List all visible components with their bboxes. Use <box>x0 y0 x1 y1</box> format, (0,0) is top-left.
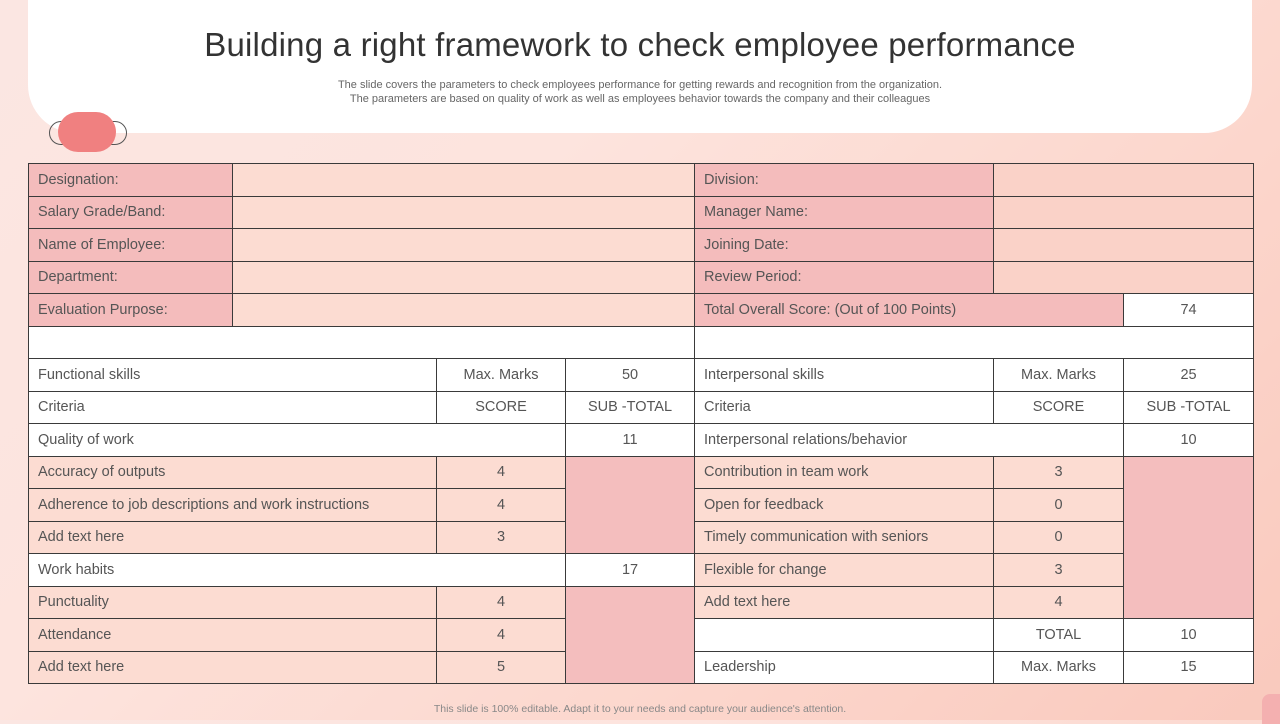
table-row <box>29 424 1254 457</box>
leadership-max-marks-label: Max. Marks <box>994 651 1124 684</box>
quality-subtotal-block <box>566 456 695 554</box>
evaluation-table <box>28 163 1254 684</box>
leadership-label: Leadership <box>695 651 994 684</box>
table-row <box>29 359 1254 392</box>
total-spacer-cell <box>695 619 994 652</box>
criteria-score: 4 <box>437 586 566 619</box>
interpersonal-skills-title: Interpersonal skills <box>695 359 994 392</box>
work-habits-label: Work habits <box>29 554 566 587</box>
criteria-score: 3 <box>994 554 1124 587</box>
interpersonal-total-value: 10 <box>1124 619 1254 652</box>
habits-subtotal-block <box>566 586 695 684</box>
table-row <box>29 229 1254 262</box>
criteria-label: Add text here <box>29 651 437 684</box>
criteria-score: 3 <box>437 521 566 554</box>
employee-name-value[interactable] <box>233 229 695 262</box>
designation-label: Designation: <box>29 164 233 197</box>
quality-of-work-subtotal: 11 <box>566 424 695 457</box>
joining-date-label: Joining Date: <box>695 229 994 262</box>
department-value[interactable] <box>233 261 695 294</box>
criteria-label: Attendance <box>29 619 437 652</box>
page-subtitle <box>0 78 1280 106</box>
criteria-score: 0 <box>994 521 1124 554</box>
functional-score-header: SCORE <box>437 391 566 424</box>
leadership-max-marks-value: 15 <box>1124 651 1254 684</box>
manager-name-label: Manager Name: <box>695 196 994 229</box>
criteria-score: 4 <box>994 586 1124 619</box>
criteria-label: Add text here <box>29 521 437 554</box>
relations-subtotal-block <box>1124 456 1254 619</box>
table-row <box>29 294 1254 327</box>
table-row <box>29 586 1254 619</box>
criteria-label: Add text here <box>695 586 994 619</box>
criteria-label: Flexible for change <box>695 554 994 587</box>
criteria-label: Accuracy of outputs <box>29 456 437 489</box>
division-value[interactable] <box>994 164 1254 197</box>
table-row <box>29 554 1254 587</box>
decorative-pill <box>58 112 116 152</box>
page-title: Building a right framework to check employee performance <box>204 26 1076 63</box>
salary-grade-label: Salary Grade/Band: <box>29 196 233 229</box>
criteria-score: 0 <box>994 489 1124 522</box>
table-row <box>29 196 1254 229</box>
table-row <box>29 391 1254 424</box>
subtitle-line-1: The slide covers the parameters to check employees performance for getting rewards and recognition from the organization. <box>337 79 943 91</box>
interpersonal-criteria-header: Criteria <box>695 391 994 424</box>
spacer-cell-right <box>695 326 1254 359</box>
functional-skills-title: Functional skills <box>29 359 437 392</box>
department-label: Department: <box>29 261 233 294</box>
criteria-label: Punctuality <box>29 586 437 619</box>
interpersonal-relations-label: Interpersonal relations/behavior <box>695 424 1124 457</box>
table-row-spacer <box>29 326 1254 359</box>
review-period-label: Review Period: <box>695 261 994 294</box>
criteria-score: 4 <box>437 619 566 652</box>
header-card <box>28 0 1252 133</box>
table-row <box>29 261 1254 294</box>
employee-name-label: Name of Employee: <box>29 229 233 262</box>
interpersonal-score-header: SCORE <box>994 391 1124 424</box>
criteria-label: Timely communication with seniors <box>695 521 994 554</box>
criteria-label: Adherence to job descriptions and work instructions <box>29 489 437 522</box>
criteria-score: 5 <box>437 651 566 684</box>
functional-subtotal-header: SUB -TOTAL <box>566 391 695 424</box>
functional-criteria-header: Criteria <box>29 391 437 424</box>
subtitle-line-2: The parameters are based on quality of work as well as employees behavior towards the company and their colleagues <box>349 93 931 105</box>
review-period-value[interactable] <box>994 261 1254 294</box>
quality-of-work-label: Quality of work <box>29 424 566 457</box>
interpersonal-total-label: TOTAL <box>994 619 1124 652</box>
footer-note: This slide is 100% editable. Adapt it to your needs and capture your audience's attention. <box>433 703 847 715</box>
interpersonal-max-marks-value: 25 <box>1124 359 1254 392</box>
salary-grade-value[interactable] <box>233 196 695 229</box>
criteria-score: 3 <box>994 456 1124 489</box>
criteria-score: 4 <box>437 489 566 522</box>
designation-value[interactable] <box>233 164 695 197</box>
criteria-label: Open for feedback <box>695 489 994 522</box>
criteria-label: Contribution in team work <box>695 456 994 489</box>
functional-max-marks-label: Max. Marks <box>437 359 566 392</box>
table-row <box>29 456 1254 489</box>
interpersonal-relations-subtotal: 10 <box>1124 424 1254 457</box>
total-score-label: Total Overall Score: (Out of 100 Points) <box>695 294 1124 327</box>
spacer-cell-left <box>29 326 695 359</box>
division-label: Division: <box>695 164 994 197</box>
interpersonal-max-marks-label: Max. Marks <box>994 359 1124 392</box>
evaluation-purpose-label: Evaluation Purpose: <box>29 294 233 327</box>
interpersonal-subtotal-header: SUB -TOTAL <box>1124 391 1254 424</box>
total-score-value: 74 <box>1124 294 1254 327</box>
joining-date-value[interactable] <box>994 229 1254 262</box>
table-row <box>29 164 1254 197</box>
functional-max-marks-value: 50 <box>566 359 695 392</box>
criteria-score: 4 <box>437 456 566 489</box>
manager-name-value[interactable] <box>994 196 1254 229</box>
work-habits-subtotal: 17 <box>566 554 695 587</box>
evaluation-purpose-value[interactable] <box>233 294 695 327</box>
